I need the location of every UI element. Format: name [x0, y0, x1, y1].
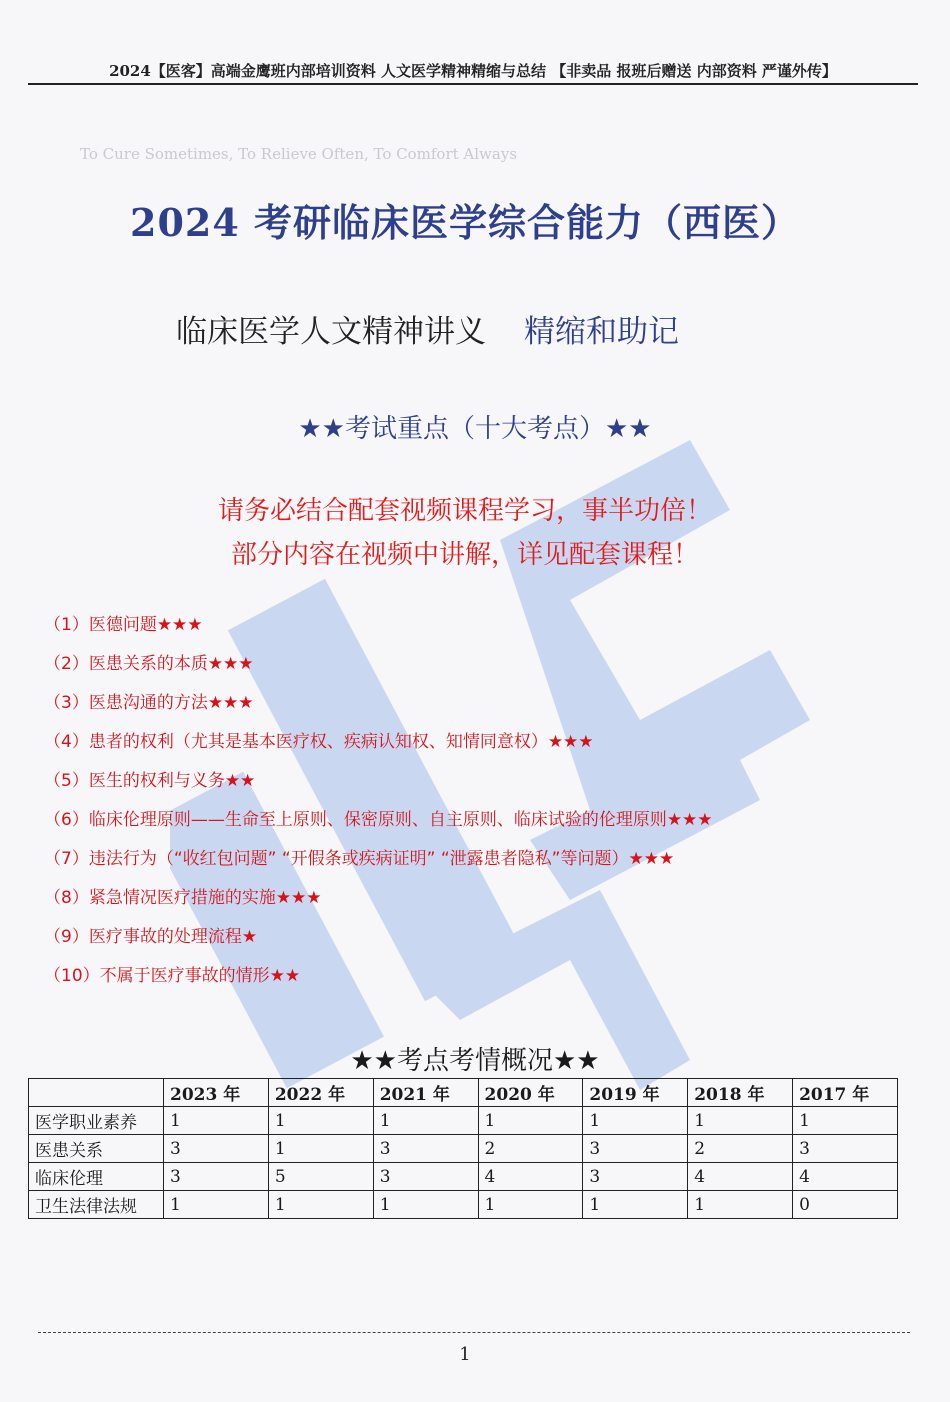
page-title: 2024 考研临床医学综合能力（西医）	[130, 200, 800, 245]
table-cell: 1	[583, 1191, 688, 1219]
topic-item: （9）医疗事故的处理流程★	[44, 927, 258, 947]
table-cell: 5	[268, 1163, 373, 1191]
table-cell: 1	[268, 1135, 373, 1163]
table-corner-cell	[29, 1079, 164, 1107]
subtitle	[176, 306, 876, 351]
table-cell: 1	[688, 1107, 793, 1135]
table-row	[29, 1135, 898, 1163]
topic-item: （1）医德问题★★★	[44, 615, 203, 635]
table-cell: 3	[164, 1135, 269, 1163]
notice-line-2: 部分内容在视频中讲解，详见配套课程！	[230, 540, 699, 570]
table-cell: 3	[583, 1135, 688, 1163]
table-cell: 4	[793, 1163, 898, 1191]
table-cell: 1	[373, 1107, 478, 1135]
year-header: 2020 年	[478, 1079, 583, 1107]
table-cell: 1	[268, 1107, 373, 1135]
overview-heading: ★★考点考情概况★★	[350, 1046, 600, 1076]
exam-stats-table	[28, 1078, 898, 1219]
table-cell: 0	[793, 1191, 898, 1219]
table-cell: 2	[478, 1135, 583, 1163]
topic-item: （7）违法行为（“收红包问题” “开假条或疾病证明” “泄露患者隐私”等问题）★★★	[44, 849, 675, 869]
table-cell: 2	[688, 1135, 793, 1163]
table-cell: 1	[793, 1107, 898, 1135]
table-cell: 3	[793, 1135, 898, 1163]
table-cell: 1	[688, 1191, 793, 1219]
topic-item: （10）不属于医疗事故的情形★★	[44, 966, 301, 986]
table-cell: 3	[373, 1135, 478, 1163]
topic-item: （5）医生的权利与义务★★	[44, 771, 256, 791]
year-header: 2017 年	[793, 1079, 898, 1107]
topic-item: （3）医患沟通的方法★★★	[44, 693, 254, 713]
exam-focus-heading: ★★考试重点（十大考点）★★	[298, 414, 652, 444]
table-cell: 3	[583, 1163, 688, 1191]
year-header: 2018 年	[688, 1079, 793, 1107]
table-row	[29, 1191, 898, 1219]
year-header: 2022 年	[268, 1079, 373, 1107]
topic-item: （8）紧急情况医疗措施的实施★★★	[44, 888, 322, 908]
subtitle-main: 临床医学人文精神讲义	[176, 314, 486, 350]
table-cell: 1	[583, 1107, 688, 1135]
ghost-bleedthrough-text: To Cure Sometimes, To Relieve Often, To Comfort Always	[80, 145, 518, 163]
table-cell: 4	[478, 1163, 583, 1191]
subtitle-accent: 精缩和助记	[524, 314, 679, 350]
notice-line-1: 请务必结合配套视频课程学习，事半功倍！	[217, 496, 712, 526]
row-label: 卫生法律法规	[29, 1191, 164, 1219]
table-row	[29, 1107, 898, 1135]
table-cell: 1	[478, 1107, 583, 1135]
topic-list	[44, 610, 924, 1000]
table-cell: 1	[268, 1191, 373, 1219]
topic-item: （6）临床伦理原则——生命至上原则、保密原则、自主原则、临床试验的伦理原则★★★	[44, 810, 713, 830]
table-cell: 1	[373, 1191, 478, 1219]
table-cell: 3	[373, 1163, 478, 1191]
row-label: 医患关系	[29, 1135, 164, 1163]
topic-item: （4）患者的权利（尤其是基本医疗权、疾病认知权、知情同意权）★★★	[44, 732, 594, 752]
table-cell: 1	[164, 1191, 269, 1219]
table-cell: 1	[164, 1107, 269, 1135]
table-cell: 4	[688, 1163, 793, 1191]
year-header: 2019 年	[583, 1079, 688, 1107]
row-label: 医学职业素养	[29, 1107, 164, 1135]
year-header: 2023 年	[164, 1079, 269, 1107]
page-number: 1	[459, 1344, 471, 1365]
table-row	[29, 1163, 898, 1191]
footer-divider	[38, 1332, 910, 1333]
topic-item: （2）医患关系的本质★★★	[44, 654, 254, 674]
table-header-row	[29, 1079, 898, 1107]
table-cell: 3	[164, 1163, 269, 1191]
year-header: 2021 年	[373, 1079, 478, 1107]
table-cell: 1	[478, 1191, 583, 1219]
row-label: 临床伦理	[29, 1163, 164, 1191]
page-header: 2024【医客】高端金鹰班内部培训资料 人文医学精神精缩与总结 【非卖品 报班后赠送 内部资料 严谨外传】	[28, 60, 918, 85]
